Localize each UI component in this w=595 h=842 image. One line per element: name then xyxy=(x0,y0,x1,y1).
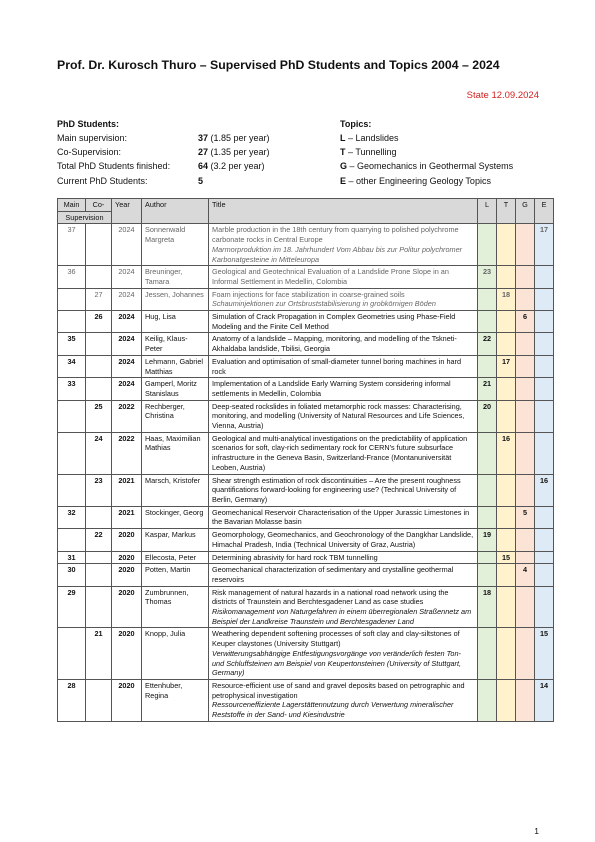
topics-legend xyxy=(340,117,513,188)
cell-main xyxy=(58,400,86,432)
topic-row xyxy=(340,159,513,173)
cell-g xyxy=(516,266,535,288)
cell-g: 5 xyxy=(516,506,535,528)
cell-title xyxy=(209,529,478,551)
cell-e xyxy=(535,586,554,628)
cell-author: Jessen, Johannes xyxy=(142,288,209,310)
header-supervision: Supervision xyxy=(58,211,112,224)
cell-l: 21 xyxy=(478,378,497,400)
topic-row xyxy=(340,131,513,145)
cell-co: 23 xyxy=(86,474,112,506)
cell-e xyxy=(535,288,554,310)
cell-co: 22 xyxy=(86,529,112,551)
cell-main xyxy=(58,529,86,551)
cell-l xyxy=(478,551,497,564)
page-title: Prof. Dr. Kurosch Thuro – Supervised PhD Students and Topics 2004 – 2024 xyxy=(57,58,500,72)
table-row xyxy=(58,311,554,333)
cell-title xyxy=(209,266,478,288)
phd-stats xyxy=(57,117,270,188)
cell-co: 26 xyxy=(86,311,112,333)
stats-label: Main supervision: xyxy=(57,133,128,143)
title-text: Simulation of Crack Propagation in Complex Geometries using Phase-Field Modeling and the Finite Cell Method xyxy=(212,312,456,331)
title-text: Geomorphology, Geomechanics, and Geochronology of the Dangkhar Landslide, Himachal Pradesh, India (Technical University of Graz, Austria) xyxy=(212,530,474,549)
cell-g: 6 xyxy=(516,311,535,333)
cell-t xyxy=(497,224,516,266)
cell-g xyxy=(516,679,535,721)
cell-author: Gamperl, Moritz Stanislaus xyxy=(142,378,209,400)
cell-e: 16 xyxy=(535,474,554,506)
cell-author: Haas, Maximilian Mathias xyxy=(142,432,209,474)
table-row xyxy=(58,586,554,628)
cell-l: 18 xyxy=(478,586,497,628)
cell-g xyxy=(516,333,535,355)
cell-e xyxy=(535,432,554,474)
cell-t: 18 xyxy=(497,288,516,310)
cell-main: 32 xyxy=(58,506,86,528)
cell-title xyxy=(209,400,478,432)
cell-author: Stockinger, Georg xyxy=(142,506,209,528)
cell-main xyxy=(58,432,86,474)
cell-author: Lehmann, Gabriel Matthias xyxy=(142,355,209,377)
cell-t: 17 xyxy=(497,355,516,377)
table-row xyxy=(58,266,554,288)
stats-label: Co-Supervision: xyxy=(57,147,122,158)
stats-extra: (1.85 per year) xyxy=(208,133,270,143)
cell-author: Keilig, Klaus-Peter xyxy=(142,333,209,355)
table-row xyxy=(58,400,554,432)
title-text: Geological and multi-analytical investigations on the predictability of application scenarios for soft, clay-rich sedimentary rock for CERN's future subsurface infrastructure in the Geneva Basin, Switzerland-France (Montanuniversität Leoben, Austria) xyxy=(212,433,468,472)
cell-t xyxy=(497,474,516,506)
title-text: Determining abrasivity for hard rock TBM tunnelling xyxy=(212,552,378,562)
cell-l xyxy=(478,355,497,377)
cell-t xyxy=(497,333,516,355)
header-e: E xyxy=(535,199,554,224)
cell-title xyxy=(209,564,478,586)
cell-t xyxy=(497,586,516,628)
cell-co: 27 xyxy=(86,288,112,310)
cell-year: 2020 xyxy=(112,628,142,680)
title-text: Weathering dependent softening processes of soft clay and clay-siltstones of Keuper claystones (University Stuttgart) xyxy=(212,629,460,649)
cell-year: 2020 xyxy=(112,586,142,628)
cell-main: 35 xyxy=(58,333,86,355)
table-row xyxy=(58,432,554,474)
cell-main xyxy=(58,311,86,333)
cell-l xyxy=(478,506,497,528)
title-text: Marble production in the 18th century from quarrying to polished polychrome carbonate rocks in Central Europe xyxy=(212,225,459,245)
cell-t: 15 xyxy=(497,551,516,564)
cell-co xyxy=(86,224,112,266)
table-row xyxy=(58,628,554,680)
cell-g xyxy=(516,224,535,266)
header-co: Co- xyxy=(86,199,112,212)
title-text: Geomechanical Reservoir Characterisation of the Upper Jurassic Limestones in the Bavarian Molasse basin xyxy=(212,507,470,527)
cell-main: 33 xyxy=(58,378,86,400)
cell-year: 2024 xyxy=(112,378,142,400)
cell-g xyxy=(516,355,535,377)
topic-code: L xyxy=(340,133,346,143)
stats-value xyxy=(198,131,270,145)
header-g: G xyxy=(516,199,535,224)
cell-l xyxy=(478,474,497,506)
table-row xyxy=(58,474,554,506)
cell-l xyxy=(478,564,497,586)
stats-number: 5 xyxy=(198,175,204,186)
cell-t: 16 xyxy=(497,432,516,474)
cell-e: 14 xyxy=(535,679,554,721)
cell-title xyxy=(209,679,478,721)
cell-year: 2021 xyxy=(112,506,142,528)
cell-main xyxy=(58,474,86,506)
table-row xyxy=(58,564,554,586)
stats-heading: PhD Students: xyxy=(57,119,119,129)
cell-main: 31 xyxy=(58,551,86,564)
cell-l: 22 xyxy=(478,333,497,355)
cell-g xyxy=(516,551,535,564)
cell-g xyxy=(516,432,535,474)
cell-title xyxy=(209,432,478,474)
page-number: 1 xyxy=(534,826,539,836)
cell-main xyxy=(58,628,86,680)
cell-author: Potten, Martin xyxy=(142,564,209,586)
cell-e xyxy=(535,400,554,432)
cell-title xyxy=(209,506,478,528)
topic-text: – Geomechanics in Geothermal Systems xyxy=(347,161,514,172)
header-author: Author xyxy=(142,199,209,224)
stats-number: 37 xyxy=(198,133,209,143)
cell-l xyxy=(478,679,497,721)
cell-author: Marsch, Kristofer xyxy=(142,474,209,506)
table-row xyxy=(58,378,554,400)
cell-year: 2024 xyxy=(112,266,142,288)
cell-t xyxy=(497,400,516,432)
cell-co xyxy=(86,506,112,528)
cell-main: 29 xyxy=(58,586,86,628)
cell-title xyxy=(209,224,478,266)
topic-text: – other Engineering Geology Topics xyxy=(346,175,491,186)
header-l: L xyxy=(478,199,497,224)
cell-co: 25 xyxy=(86,400,112,432)
topic-code: E xyxy=(340,175,347,186)
cell-title xyxy=(209,378,478,400)
topics-heading: Topics: xyxy=(340,119,372,129)
title-text: Geological and Geotechnical Evaluation of a Landslide Prone Slope in an Informal Settlement in Medellin, Colombia xyxy=(212,267,449,286)
cell-g xyxy=(516,400,535,432)
cell-g xyxy=(516,474,535,506)
stats-label: Current PhD Students: xyxy=(57,175,148,186)
cell-author: Hug, Lisa xyxy=(142,311,209,333)
cell-author: Kaspar, Markus xyxy=(142,529,209,551)
cell-co xyxy=(86,586,112,628)
cell-g: 4 xyxy=(516,564,535,586)
table-row xyxy=(58,506,554,528)
title-text: Geomechanical characterization of sedimentary and crystalline geothermal reservoirs xyxy=(212,565,454,584)
cell-co xyxy=(86,564,112,586)
cell-main: 30 xyxy=(58,564,86,586)
cell-title xyxy=(209,474,478,506)
cell-author: Sonnenwald Margreta xyxy=(142,224,209,266)
cell-title xyxy=(209,551,478,564)
cell-e xyxy=(535,355,554,377)
cell-t xyxy=(497,311,516,333)
title-text: Evaluation and optimisation of small-diameter tunnel boring machines in hard rock xyxy=(212,356,462,376)
cell-l xyxy=(478,288,497,310)
cell-main xyxy=(58,288,86,310)
cell-title xyxy=(209,355,478,377)
cell-year: 2024 xyxy=(112,333,142,355)
stats-value xyxy=(198,159,265,173)
table-row xyxy=(58,679,554,721)
cell-g xyxy=(516,628,535,680)
cell-l xyxy=(478,628,497,680)
cell-t xyxy=(497,378,516,400)
cell-year: 2020 xyxy=(112,679,142,721)
cell-e xyxy=(535,311,554,333)
title-translation: Verwitterungsabhängige Entfestigungsvorgänge von veränderlich festen Ton- und Schluffsteinen am Beispiel von Keupertonsteinen (University of Stuttgart, Germany) xyxy=(212,648,462,678)
topic-code: G xyxy=(340,161,348,172)
stats-value xyxy=(198,145,270,159)
cell-e xyxy=(535,564,554,586)
cell-e xyxy=(535,266,554,288)
cell-g xyxy=(516,288,535,310)
cell-e xyxy=(535,529,554,551)
cell-t xyxy=(497,564,516,586)
cell-co: 24 xyxy=(86,432,112,474)
cell-year: 2020 xyxy=(112,529,142,551)
cell-author: Knopp, Julia xyxy=(142,628,209,680)
title-text: Implementation of a Landslide Early Warning System considering informal settlements in Medellin, Colombia xyxy=(212,379,451,398)
cell-title xyxy=(209,628,478,680)
cell-author: Ellecosta, Peter xyxy=(142,551,209,564)
title-text: Deep-seated rockslides in foliated metamorphic rock masses: Characterising, monitoring, and modelling (University of Natural Resources and Life Sciences, Vienna, Austria) xyxy=(212,401,465,431)
table-row xyxy=(58,333,554,355)
title-text: Risk management of natural hazards in a national road network using the districts of Traunstein and Berchtesgadener Land as case studies xyxy=(212,587,449,607)
cell-l xyxy=(478,311,497,333)
cell-g xyxy=(516,378,535,400)
title-text: Shear strength estimation of rock discontinuities – Are the present roughness quantifications forward-looking for engineering use? (Technical University of Berlin, Germany) xyxy=(212,475,461,504)
cell-t xyxy=(497,628,516,680)
cell-e: 15 xyxy=(535,628,554,680)
cell-author: Breuninger, Tamara xyxy=(142,266,209,288)
cell-co xyxy=(86,333,112,355)
state-date: State 12.09.2024 xyxy=(466,90,539,101)
cell-year: 2024 xyxy=(112,288,142,310)
cell-year: 2024 xyxy=(112,224,142,266)
cell-year: 2020 xyxy=(112,564,142,586)
cell-title xyxy=(209,311,478,333)
header-t: T xyxy=(497,199,516,224)
title-translation: Marmorproduktion im 18. Jahrhundert Vom Abbau bis zur Politur polychromer Karbonatgesteine in Mitteleuropa xyxy=(212,244,463,264)
cell-e xyxy=(535,551,554,564)
cell-main: 36 xyxy=(58,266,86,288)
cell-co xyxy=(86,378,112,400)
cell-e: 17 xyxy=(535,224,554,266)
title-translation: Risikomanagement von Naturgefahren in einem überregionalen Straßennetz am Beispiel der Landkreise Traunstein und Berchtesgadener Land xyxy=(212,607,472,626)
cell-t xyxy=(497,506,516,528)
cell-co: 21 xyxy=(86,628,112,680)
stats-number: 27 xyxy=(198,147,209,158)
cell-l xyxy=(478,224,497,266)
topic-code: T xyxy=(340,147,346,158)
cell-year: 2021 xyxy=(112,474,142,506)
cell-t xyxy=(497,266,516,288)
cell-title xyxy=(209,288,478,310)
cell-e xyxy=(535,378,554,400)
stats-extra: (1.35 per year) xyxy=(208,147,270,158)
cell-t xyxy=(497,679,516,721)
stats-extra: (3.2 per year) xyxy=(208,161,265,172)
cell-co xyxy=(86,355,112,377)
stats-label: Total PhD Students finished: xyxy=(57,161,171,172)
stats-number: 64 xyxy=(198,161,209,172)
header-main: Main xyxy=(58,199,86,212)
cell-co xyxy=(86,266,112,288)
title-text: Foam injections for face stabilization in coarse-grained soils xyxy=(212,289,405,299)
table-row xyxy=(58,224,554,266)
cell-year: 2022 xyxy=(112,432,142,474)
cell-l xyxy=(478,432,497,474)
cell-e xyxy=(535,333,554,355)
cell-author: Zumbrunnen, Thomas xyxy=(142,586,209,628)
stats-row xyxy=(57,145,270,159)
cell-g xyxy=(516,529,535,551)
cell-main: 37 xyxy=(58,224,86,266)
stats-row xyxy=(57,174,204,188)
title-text: Anatomy of a landslide – Mapping, monitoring, and modelling of the Tskneti-Akhaldaba landslide, Tbilisi, Georgia xyxy=(212,334,457,354)
stats-row xyxy=(57,131,270,145)
cell-title xyxy=(209,333,478,355)
table-row xyxy=(58,288,554,310)
title-translation: Schauminjektionen zur Ortsbruststabilisierung in grobkörnigen Böden xyxy=(212,299,436,309)
cell-g xyxy=(516,586,535,628)
cell-l: 23 xyxy=(478,266,497,288)
stats-value xyxy=(198,174,203,188)
cell-t xyxy=(497,529,516,551)
stats-row xyxy=(57,159,265,173)
table-row xyxy=(58,355,554,377)
cell-l: 20 xyxy=(478,400,497,432)
table-row xyxy=(58,529,554,551)
cell-title xyxy=(209,586,478,628)
cell-year: 2024 xyxy=(112,355,142,377)
cell-co xyxy=(86,679,112,721)
cell-author: Rechberger, Christina xyxy=(142,400,209,432)
title-translation: Ressourceneffiziente Lagerstättennutzung durch Verwertung mineralischer Reststoffe in der Sand- und Kiesindustrie xyxy=(212,700,454,720)
cell-co xyxy=(86,551,112,564)
cell-author: Ettenhuber, Regina xyxy=(142,679,209,721)
cell-year: 2024 xyxy=(112,311,142,333)
header-title: Title xyxy=(209,199,478,224)
topic-row xyxy=(340,145,513,159)
topic-text: – Tunnelling xyxy=(345,147,397,158)
topic-text: – Landslides xyxy=(345,133,399,143)
cell-year: 2020 xyxy=(112,551,142,564)
table-row xyxy=(58,551,554,564)
topic-row xyxy=(340,174,513,188)
header-year: Year xyxy=(112,199,142,224)
cell-year: 2022 xyxy=(112,400,142,432)
cell-main: 28 xyxy=(58,679,86,721)
cell-l: 19 xyxy=(478,529,497,551)
cell-main: 34 xyxy=(58,355,86,377)
cell-e xyxy=(535,506,554,528)
phd-table xyxy=(57,198,554,722)
title-text: Resource-efficient use of sand and gravel deposits based on petrographic and petrophysical investigation xyxy=(212,680,465,700)
